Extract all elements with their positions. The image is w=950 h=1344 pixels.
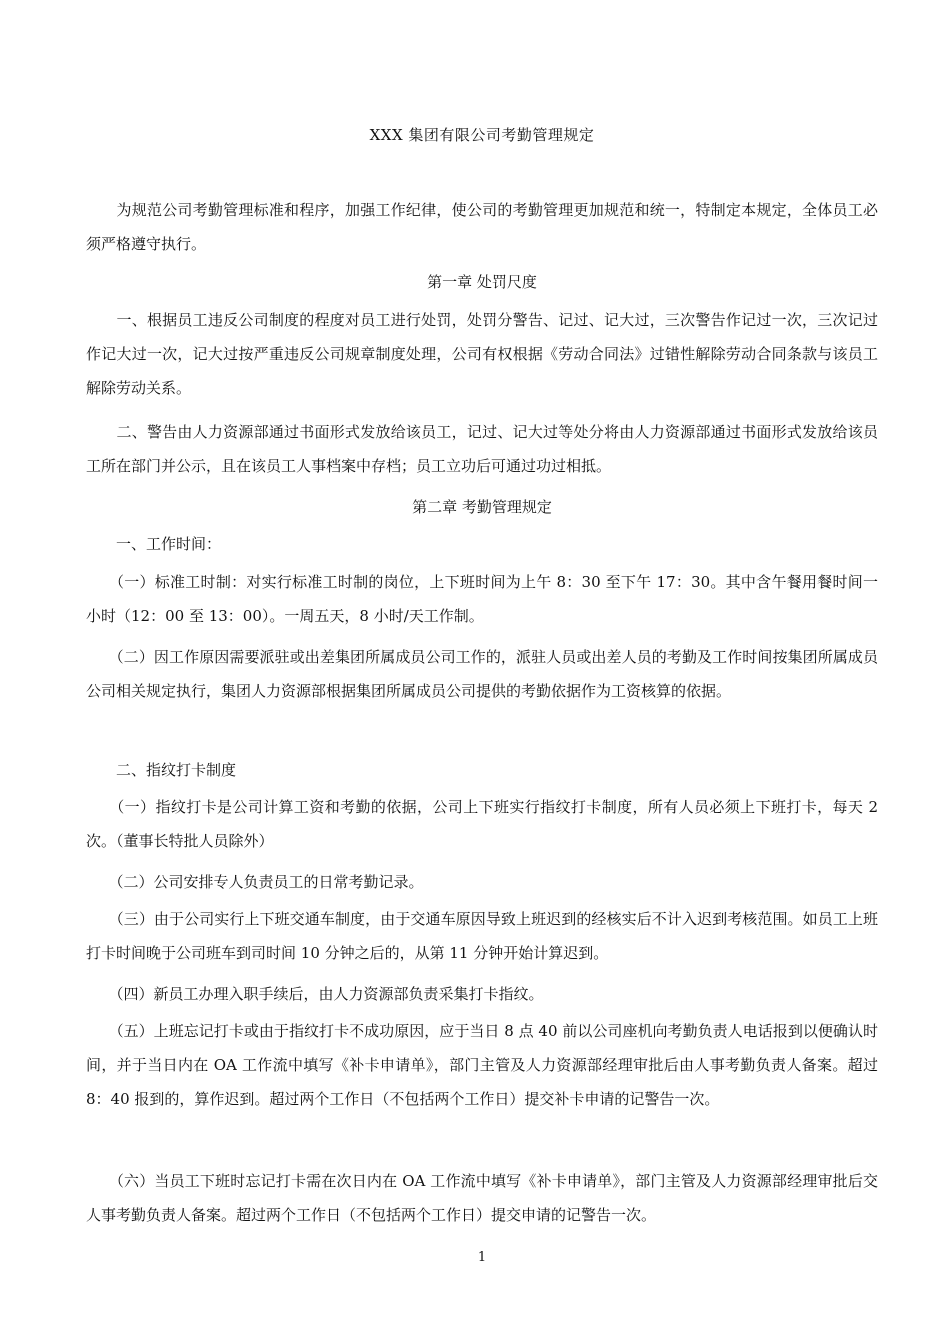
chapter1-paragraph-2: 二、警告由人力资源部通过书面形式发放给该员工，记过、记大过等处分将由人力资源部通过书面形式发放给该员工所在部门并公示，且在该员工人事档案中存档；员工立功后可通过功过相抵。 [86, 423, 878, 475]
chapter2-heading: 第二章 考勤管理规定 [412, 498, 552, 516]
fingerprint-item-4: （四）新员工办理入职手续后，由人力资源部负责采集打卡指纹。 [86, 985, 544, 1003]
page-number: 1 [477, 1250, 487, 1265]
document-title: XXX 集团有限公司考勤管理规定 [369, 126, 595, 144]
section-work-hours: 一、工作时间： [86, 535, 222, 553]
work-hours-item-2: （二）因工作原因需要派驻或出差集团所属成员公司工作的，派驻人员或出差人员的考勤及工作时间按集团所属成员公司相关规定执行，集团人力资源部根据集团所属成员公司提供的考勤依据作为工资核算的依据。 [86, 648, 878, 700]
fingerprint-item-2: （二）公司安排专人负责员工的日常考勤记录。 [86, 873, 424, 891]
fingerprint-item-5: （五）上班忘记打卡或由于指纹打卡不成功原因，应于当日 8 点 40 前以公司座机向考勤负责人电话报到以便确认时间，并于当日内在 OA 工作流中填写《补卡申请单》，部门主管及人力资源部经理审批后由人事考勤负责人备案。超过 8：40 报到的，算作迟到。超过两个工作日（不包括两个工作日）提交补卡申请的记警告一次。 [86, 1022, 878, 1108]
chapter1-paragraph-1: 一、根据员工违反公司制度的程度对员工进行处罚，处罚分警告、记过、记大过，三次警告作记过一次，三次记过作记大过一次，记大过按严重违反公司规章制度处理，公司有权根据《劳动合同法》过错性解除劳动合同条款与该员工解除劳动关系。 [86, 311, 878, 397]
chapter1-heading: 第一章 处罚尺度 [427, 273, 537, 291]
fingerprint-item-3: （三）由于公司实行上下班交通车制度，由于交通车原因导致上班迟到的经核实后不计入迟到考核范围。如员工上班打卡时间晚于公司班车到司时间 10 分钟之后的，从第 11 分钟开始计算迟到。 [86, 910, 878, 962]
fingerprint-item-1: （一）指纹打卡是公司计算工资和考勤的依据，公司上下班实行指纹打卡制度，所有人员必须上下班打卡，每天 2 次。（董事长特批人员除外） [86, 798, 878, 850]
work-hours-item-1: （一）标准工时制：对实行标准工时制的岗位，上下班时间为上午 8：30 至下午 17：30。其中含午餐用餐时间一小时（12：00 至 13：00）。一周五天，8 小时/天工作制。 [86, 573, 878, 625]
fingerprint-item-6: （六）当员工下班时忘记打卡需在次日内在 OA 工作流中填写《补卡申请单》，部门主管及人力资源部经理审批后交人事考勤负责人备案。超过两个工作日（不包括两个工作日）提交申请的记警告一次。 [86, 1172, 878, 1224]
document-page [86, 0, 878, 1344]
section-fingerprint: 二、指纹打卡制度 [86, 761, 237, 779]
intro-paragraph: 为规范公司考勤管理标准和程序，加强工作纪律，使公司的考勤管理更加规范和统一，特制定本规定，全体员工必须严格遵守执行。 [86, 201, 878, 253]
